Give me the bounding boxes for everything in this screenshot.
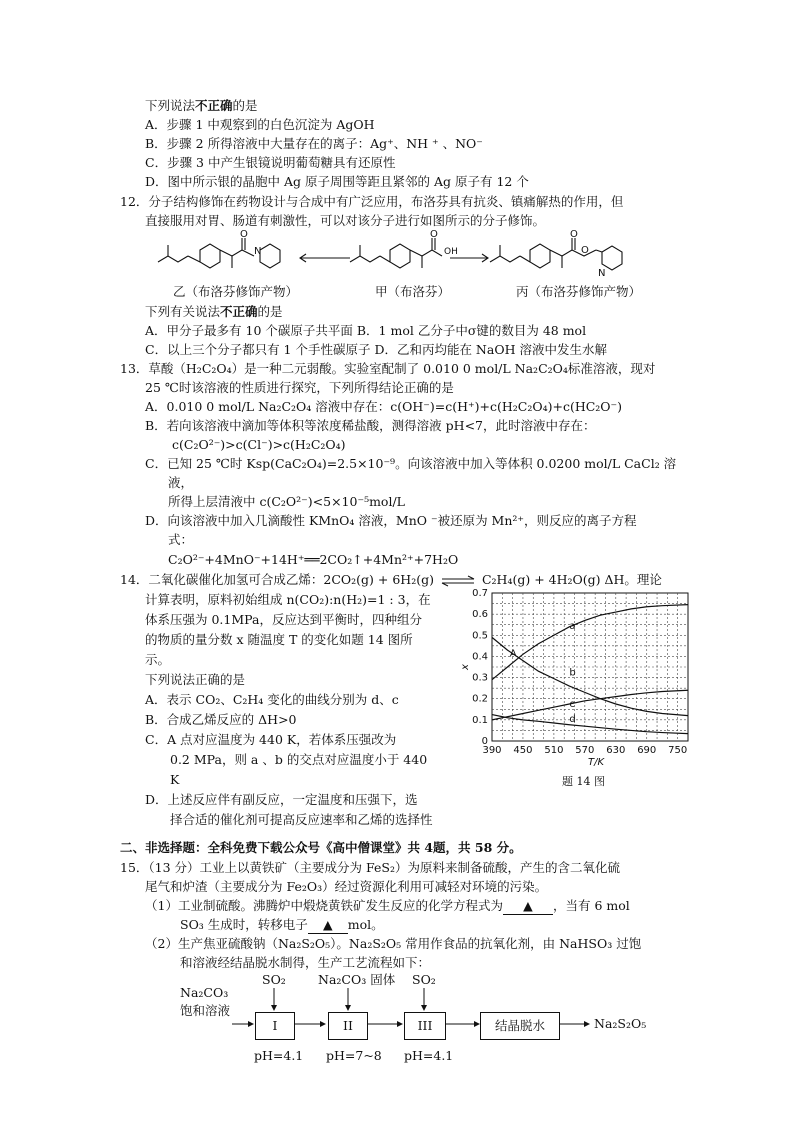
- q14-option-d: D．上述反应伴有副反应，一定温度和压强下，选: [145, 792, 418, 807]
- series-label-d: d: [569, 713, 576, 725]
- q15-part-2-cont: 和溶液经结晶脱水制得，生产工艺流程如下：: [180, 955, 431, 970]
- arrow-left-icon: [300, 254, 350, 262]
- q12-options-cd: C．以上三个分子都只有 1 个手性碳原子 D．乙和丙均能在 NaOH 溶液中发生水解: [145, 342, 607, 357]
- q13-option-c-3: 所得上层清液中 c(C₂O²⁻)<5×10⁻⁵mol/L: [168, 494, 405, 509]
- x-tick-label: 690: [637, 745, 657, 756]
- series-line-b: [492, 637, 688, 715]
- flow-product: Na₂S₂O₅: [594, 1016, 647, 1031]
- y-tick-label: 0.5: [472, 630, 488, 642]
- q12-stem-2: 直接服用对胃、肠道有刺激性，可以对该分子进行如图所示的分子修饰。: [145, 213, 546, 228]
- q13-stem-1: 13．草酸（H₂C₂O₄）是一种二元弱酸。实验室配制了 0.010 0 mol/L Na₂C₂O₄标准溶液，现对: [120, 361, 656, 376]
- x-axis-label: T/K: [587, 757, 605, 768]
- yi-n-atom: N: [254, 246, 262, 257]
- flow-feed-1: Na₂CO₃: [180, 985, 229, 1000]
- q14-stem-5: 示。: [145, 652, 171, 667]
- flow-step-3: III: [404, 1012, 446, 1040]
- x-tick-label: 390: [482, 745, 502, 756]
- y-tick-label: 0.7: [472, 588, 488, 599]
- bing-o-carbonyl: O: [570, 229, 578, 240]
- q15-stem-1: 15．（13 分）工业上以黄铁矿（主要成分为 FeS₂）为原料来制备硫酸，产生的含二氧化硫: [120, 860, 620, 875]
- q12-stem-1: 12．分子结构修饰在药物设计与合成中有广泛应用，布洛芬具有抗炎、镇痛解热的作用，但: [120, 194, 624, 209]
- y-tick-label: 0.1: [472, 714, 488, 726]
- series-label-c: c: [569, 699, 575, 711]
- series-line-a: [492, 605, 688, 680]
- x-tick-label: 750: [668, 745, 688, 756]
- jia-oh-group: OH: [444, 247, 458, 257]
- q11-option-d: D．图中所示银的晶胞中 Ag 原子周围等距且紧邻的 Ag 原子有 12 个: [145, 174, 529, 189]
- q14-chart: [460, 585, 700, 775]
- x-tick-label: 570: [575, 745, 595, 756]
- answer-blank-2[interactable]: ▲: [308, 917, 348, 934]
- q15-part-1-cont: SO₃ 生成时，转移电子 ▲ mol。: [180, 917, 384, 932]
- y-tick-label: 0.6: [472, 609, 488, 621]
- jia-o-atom: O: [430, 229, 438, 240]
- flow-feed-2: 饱和溶液: [180, 1003, 231, 1018]
- x-tick-label: 630: [606, 745, 626, 756]
- series-label-a: a: [569, 620, 576, 632]
- structure-bing: [490, 238, 622, 270]
- q14-stem-1: 14．二氧化碳催化加氢可合成乙烯：2CO₂(g) + 6H₂(g) C₂H₄(g) + 4H₂O(g) ΔH。理论: [120, 572, 662, 587]
- section-2-heading: 二、非选择题：全科免费下载公众号《高中僧课堂》共 4题，共 58 分。: [120, 840, 522, 855]
- flow-step-1: I: [255, 1012, 295, 1040]
- q14-intro: 下列说法正确的是: [145, 672, 246, 687]
- bing-n-atom: N: [598, 268, 606, 279]
- q13-option-d-2: 式：: [168, 532, 194, 547]
- q12-label-jia: 甲（布洛芬）: [375, 284, 451, 299]
- y-tick-label: 0.2: [472, 693, 488, 705]
- q12-options-ab: A．甲分子最多有 10 个碳原子共平面 B．1 mol 乙分子中σ键的数目为 48 mol: [145, 323, 587, 338]
- q11-option-a: A．步骤 1 中观察到的白色沉淀为 AgOH: [145, 117, 375, 132]
- q12-label-bing: 丙（布洛芬修饰产物）: [516, 284, 642, 299]
- structure-yi: [158, 238, 280, 268]
- q12-label-yi: 乙（布洛芬修饰产物）: [173, 284, 299, 299]
- q13-stem-2: 25 ℃时该溶液的性质进行探究，下列所得结论正确的是: [145, 380, 454, 395]
- q11-option-b: B．步骤 2 所得溶液中大量存在的离子：Ag⁺、NH ⁺ 、NO⁻: [145, 136, 483, 151]
- x-tick-label: 450: [513, 745, 533, 756]
- q13-option-c: C．已知 25 ℃时 Ksp(CaC₂O₄)=2.5×10⁻⁹。向该溶液中加入等体积 0.0200 mol/L CaCl₂ 溶: [145, 456, 677, 471]
- structure-jia: [350, 238, 442, 268]
- q14-stem-2: 计算表明，原料初始组成 n(CO₂):n(H₂)=1 : 3，在: [145, 592, 431, 607]
- q12-intro: 下列有关说法不正确的是: [145, 304, 283, 319]
- bing-o-ester: O: [581, 245, 589, 256]
- answer-blank-1[interactable]: ▲: [503, 898, 553, 915]
- annotation-point-label: A: [509, 648, 517, 660]
- y-tick-label: 0.4: [472, 651, 488, 663]
- q14-option-c-3: K: [170, 772, 180, 787]
- q13-option-b: B．若向该溶液中滴加等体积等浓度稀盐酸，测得溶液 pH<7，此时溶液中存在：: [145, 418, 596, 433]
- flow-ph-1: pH=4.1: [254, 1048, 304, 1063]
- q14-option-d-2: 择合适的催化剂可提高反应速率和乙烯的选择性: [170, 812, 433, 827]
- q11-intro: 下列说法不正确的是: [145, 98, 258, 113]
- series-line-d: [492, 715, 688, 734]
- series-label-b: b: [569, 667, 576, 679]
- flow-ph-2: pH=7~8: [326, 1048, 382, 1063]
- q14-option-a: A．表示 CO₂、C₂H₄ 变化的曲线分别为 d、c: [145, 692, 399, 707]
- q15-part-2: （2）生产焦亚硫酸钠（Na₂S₂O₅）。Na₂S₂O₅ 常用作食品的抗氧化剂，由 NaHSO₃ 过饱: [145, 936, 642, 951]
- flow-so2-1: SO₂: [262, 972, 286, 987]
- q14-option-c: C．A 点对应温度为 440 K，若体系压强改为: [145, 732, 397, 747]
- flow-step-2: II: [328, 1012, 368, 1040]
- q13-option-d-3: C₂O²⁻+4MnO⁻+14H⁺══2CO₂↑+4Mn²⁺+7H₂O: [168, 552, 459, 567]
- x-tick-label: 510: [544, 745, 564, 756]
- q13-option-c-2: 液，: [168, 475, 194, 490]
- q13-option-a: A．0.010 0 mol/L Na₂C₂O₄ 溶液中存在：c(OH⁻)=c(H⁺)+c(H₂C₂O₄)+c(HC₂O⁻): [145, 399, 623, 414]
- q14-option-c-2: 0.2 MPa，则 a 、b 的交点对应温度小于 440: [170, 752, 428, 767]
- q14-stem-3: 体系压强为 0.1MPa，反应达到平衡时，四种组分: [145, 612, 422, 627]
- q14-stem-4: 的物质的量分数 x 随温度 T 的变化如题 14 图所: [145, 632, 413, 647]
- flow-ph-3: pH=4.1: [404, 1048, 454, 1063]
- q13-option-b-2: c(C₂O²⁻)>c(Cl⁻)>c(H₂C₂O₄): [172, 437, 346, 452]
- q15-stem-2: 尾气和炉渣（主要成分为 Fe₂O₃）经过资源化利用可减轻对环境的污染。: [145, 879, 548, 894]
- y-tick-label: 0: [481, 736, 488, 747]
- yi-o-atom: O: [240, 229, 248, 240]
- flow-solid-feed: Na₂CO₃ 固体: [318, 972, 396, 987]
- flow-so2-2: SO₂: [412, 972, 436, 987]
- q13-option-d: D．向该溶液中加入几滴酸性 KMnO₄ 溶液，MnO ⁻被还原为 Mn²⁺，则反应的离子方程: [145, 513, 637, 528]
- y-tick-label: 0.3: [472, 672, 488, 684]
- q14-figure-caption: 题 14 图: [562, 775, 605, 788]
- q15-part-1: （1）工业制硫酸。沸腾炉中煅烧黄铁矿发生反应的化学方程式为 ▲ ，当有 6 mol: [145, 898, 630, 913]
- q12-structures: [150, 228, 660, 290]
- flow-step-crystallize: 结晶脱水: [480, 1012, 560, 1040]
- q14-option-b: B．合成乙烯反应的 ΔH>0: [145, 712, 297, 727]
- q11-option-c: C．步骤 3 中产生银镜说明葡萄糖具有还原性: [145, 155, 396, 170]
- y-axis-label: x: [460, 664, 471, 670]
